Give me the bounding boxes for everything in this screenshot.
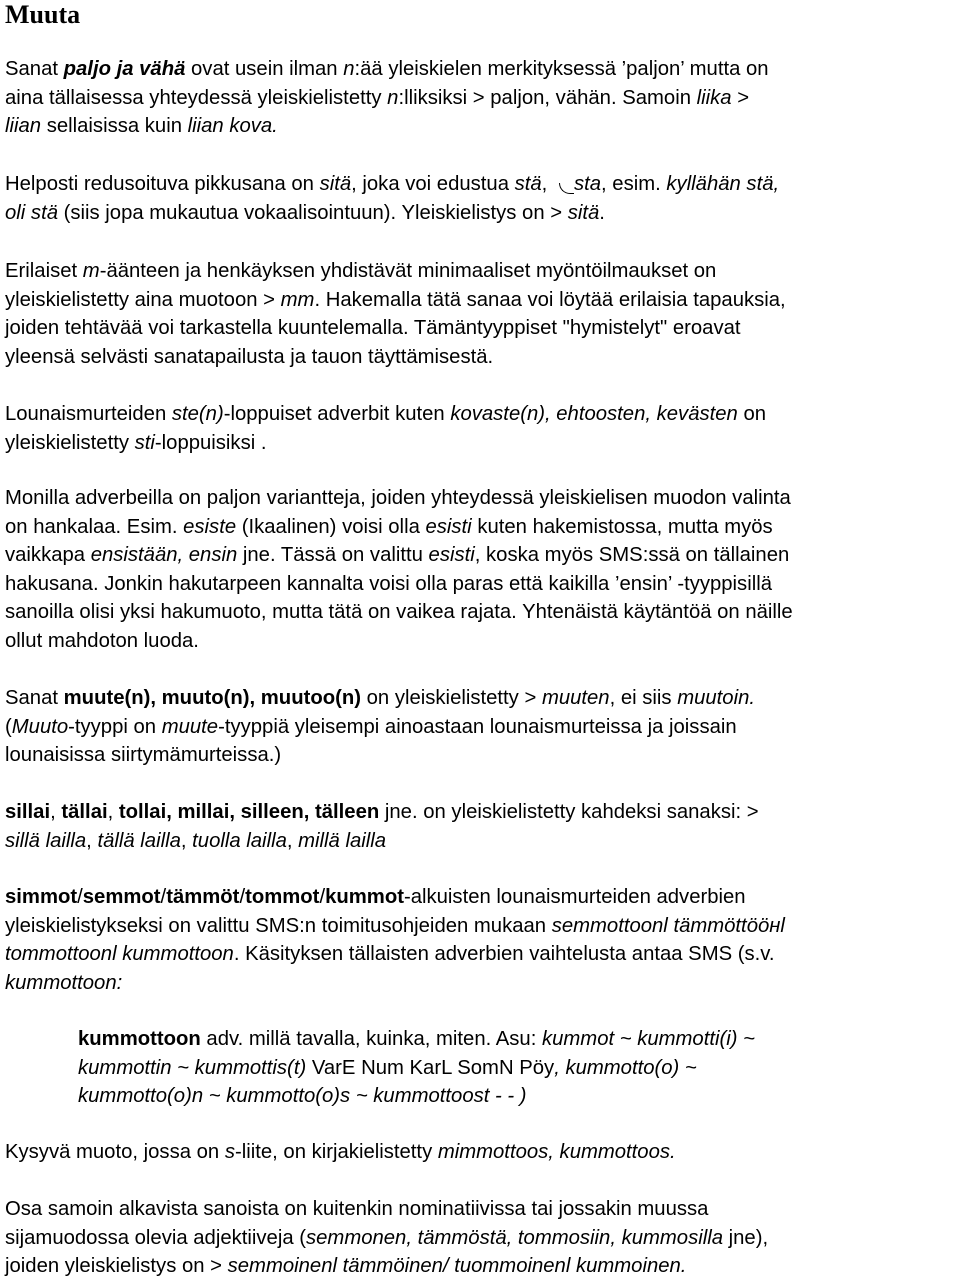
text-run: on [737,403,767,425]
text-run: kuten hakemistossa, mutta myös [471,515,773,538]
text-line [5,541,793,570]
text-run: , [541,173,553,195]
text-line [5,314,786,343]
text-line [5,199,779,228]
text-line [5,713,755,742]
text-run: paljo ja vähä [63,58,186,80]
text-line [5,1224,768,1253]
text-run: joiden tehtävää voi tarkastella kuuntelemalla. Tämäntyyppiset "hymistelyt" eroavat [5,317,741,340]
text-line [5,598,793,627]
text-run: Kysyvä muoto, jossa on [5,1141,225,1163]
text-line [5,827,759,856]
text-run: Erilaiset [5,260,83,282]
paragraph-10 [5,1138,676,1167]
text-line [5,170,779,199]
text-run: joiden yleiskielistys on > [5,1255,228,1278]
text-run: ( [5,715,12,738]
text-run: muute [161,715,219,738]
text-line [5,513,793,542]
text-run: jne. on yleiskielistetty kahdeksi sanaksi: > [379,801,759,823]
text-run: . Käsityksen tällaisten adverbien vaihtelusta antaa SMS (s.v. [233,943,775,966]
text-run: Muuto [11,715,69,738]
ligature-mark [559,183,574,194]
text-line [5,400,766,429]
text-run: , joka voi edustua [351,173,515,195]
text-run: esisti [425,515,472,538]
dictionary-quote [78,1025,755,1111]
text-line [5,112,769,141]
text-run: sillä lailla [5,829,87,852]
text-run: tommottoonl kummottoon [5,943,234,966]
text-run: Sanat [5,58,64,80]
text-run: Monilla adverbeilla on paljon variantteja, joiden yhteydessä yleiskielisen muodon valinta [5,487,791,509]
text-run: muuten [541,687,610,709]
text-run: aina tällaisessa yhteydessä yleiskielistetty [5,86,388,109]
text-run: muute(n), muuto(n), muutoo(n) [63,687,362,709]
section-heading: Muuta [5,0,81,29]
text-run: ste(n) [171,403,224,425]
text-run: Lounaismurteiden [5,403,172,425]
text-run: , [86,829,98,852]
text-run: tollai, millai, silleen, tälleen [118,801,380,823]
text-run: . [599,201,605,224]
text-run: . Hakemalla tätä sanaa voi löytää erilaisia tapauksia, [314,288,786,311]
text-run: kummotto(o)n ~ kummotto(o)s ~ kummottoost - - ) [78,1085,527,1108]
text-line [5,1195,768,1224]
text-line [5,912,785,941]
text-run: sitä [319,173,352,195]
text-run: -alkuisten lounaismurteiden adverbien [403,886,746,908]
text-run: jne), [723,1226,769,1249]
text-run: yleiskielistykseksi on valittu SMS:n toimitusohjeiden mukaan [5,914,552,937]
paragraph-8 [5,883,785,997]
text-run: sta [573,173,602,195]
text-run: -äänteen ja henkäyksen yhdistävät minimaaliset myöntöilmaukset on [99,260,717,282]
text-run: tommot [245,886,320,908]
text-run: sijamuodossa olevia adjektiiveja ( [5,1226,306,1249]
text-run: lounaisissa siirtymämurteissa.) [5,744,282,767]
text-run: oli stä [5,201,58,224]
text-run: sillai [5,801,51,823]
text-run: , [107,801,119,823]
text-line [5,484,793,513]
paragraph-3 [5,257,786,371]
text-run: adv. millä tavalla, kuinka, miten. Asu: [200,1028,542,1050]
text-run: mimmottoos, kummottoos. [437,1141,676,1163]
text-run: , [286,829,299,852]
text-line [5,570,793,599]
text-run: tällai [61,801,108,823]
paragraph-7 [5,798,759,855]
text-line [5,684,755,713]
text-line [5,969,785,998]
text-run: yleiskielistetty aina muotoon > [5,288,281,311]
text-run: n [387,86,399,109]
text-run: VarE Num KarL SomN Pöy [306,1056,555,1079]
text-run: :ää yleiskielen merkityksessä ’paljon’ mutta on [354,58,769,80]
text-run: / [239,886,246,908]
text-line [5,798,759,827]
text-run: semmot [82,886,161,908]
text-run: Samoin [616,86,697,109]
text-run: on hankalaa. Esim. [5,515,184,538]
text-run: ollut mahdoton luoda. [5,629,199,652]
text-run: , kummotto(o) ~ [554,1056,697,1079]
text-run: -tyyppiä yleisempi ainoastaan lounaismurteissa ja joissain [218,715,737,738]
text-run: (Ikaalinen) voisi olla [236,515,426,538]
text-run: on yleiskielistetty > [361,687,542,709]
text-run: yleensä selvästi sanatapailusta ja tauon täyttämisestä. [5,345,494,368]
paragraph-11 [5,1195,768,1281]
text-run: yleiskielistetty [5,431,135,454]
text-run: tuolla lailla [192,829,287,852]
text-run: ovat usein ilman [185,58,344,80]
text-run: , ei siis [609,687,678,709]
text-line [5,940,785,969]
text-run: -loppuiset adverbit kuten [223,403,451,425]
paragraph-1 [5,55,769,141]
text-line [5,627,793,656]
text-run: liian kova. [187,115,278,138]
text-run: > [731,86,750,109]
text-run: kummottin ~ kummottis(t) [78,1056,307,1079]
text-line [78,1025,755,1054]
text-run: / [77,886,83,908]
text-run: kummot ~ kummotti(i) ~ [541,1028,755,1050]
text-run: , koska myös SMS:ssä on tällainen [474,544,790,567]
text-line [5,1252,768,1281]
text-line [5,55,769,84]
text-line [78,1082,755,1111]
text-run: sitä [567,201,600,224]
text-run: kyllähän stä, [666,173,780,195]
text-run: kummot [325,886,404,908]
text-run: -liite, on kirjakielistetty [234,1141,438,1163]
text-run: liika [696,86,732,109]
text-run: / [160,886,167,908]
text-run: Helposti redusoituva pikkusana on [5,173,320,195]
text-run: tällä lailla [97,829,181,852]
text-run: semmonen, tämmöstä, tommosiin, kummosilla [306,1226,724,1249]
text-run: sti [134,431,155,454]
text-run: kummottoon: [5,971,123,994]
text-run: (siis jopa mukautua vokaalisointuun). Yleiskielistys on > [57,201,568,224]
paragraph-4 [5,400,766,457]
text-run: liian [5,115,42,138]
text-run: paljon, vähän. [490,86,617,109]
text-run: hakusana. Jonkin hakutarpeen kannalta voisi olla paras että kaikilla ’ensin’ -tyyppisillä [5,572,772,595]
text-run: tämmöt [166,886,240,908]
paragraph-2 [5,170,779,227]
text-line [5,1138,676,1167]
text-line [5,286,786,315]
text-line [78,1054,755,1083]
text-line [5,84,769,113]
text-run: esisti [428,544,475,567]
text-line [5,741,755,770]
text-line [5,429,766,458]
text-run: Sanat [5,687,64,709]
text-run: sanoilla olisi yksi hakumuoto, mutta tätä on vaikea rajata. Yhtenäistä käytäntöä on näille [5,601,793,624]
text-run: muutoin. [677,687,756,709]
text-line [5,343,786,372]
text-run: kummottoon [78,1028,201,1050]
text-run: m [82,260,100,282]
text-run: mm [280,288,315,311]
paragraph-5 [5,484,793,656]
text-run: , [50,801,62,823]
text-run: s [224,1141,235,1163]
text-run: sellaisissa kuin [41,115,188,138]
text-line [5,257,786,286]
text-run: simmot [5,886,78,908]
text-run: stä [514,173,542,195]
paragraph-6 [5,684,755,770]
text-run: jne. Tässä on valittu [237,544,429,567]
text-run: / [319,886,326,908]
text-run: semmoinenl tämmöinen/ tuommoinenl kummoinen. [227,1255,687,1278]
text-run: kovaste(n), ehtoosten, kevästen [450,403,738,425]
text-run: ensistään, ensin [90,544,238,567]
text-run: n [343,58,355,80]
text-run: , [180,829,193,852]
text-run: esiste [183,515,237,538]
text-run: -tyyppi on [68,715,162,738]
text-run: , esim. [601,173,667,195]
text-run: Osa samoin alkavista sanoista on kuitenkin nominatiivissa tai jossakin muussa [5,1198,709,1220]
text-run: vaikkapa [5,544,91,567]
text-run: -loppuisiksi . [154,431,267,454]
text-line [5,883,785,912]
text-run: semmottoonl tämmöttööнl [551,914,785,937]
text-run: :lliksiksi > [398,86,491,109]
text-run: millä lailla [298,829,387,852]
